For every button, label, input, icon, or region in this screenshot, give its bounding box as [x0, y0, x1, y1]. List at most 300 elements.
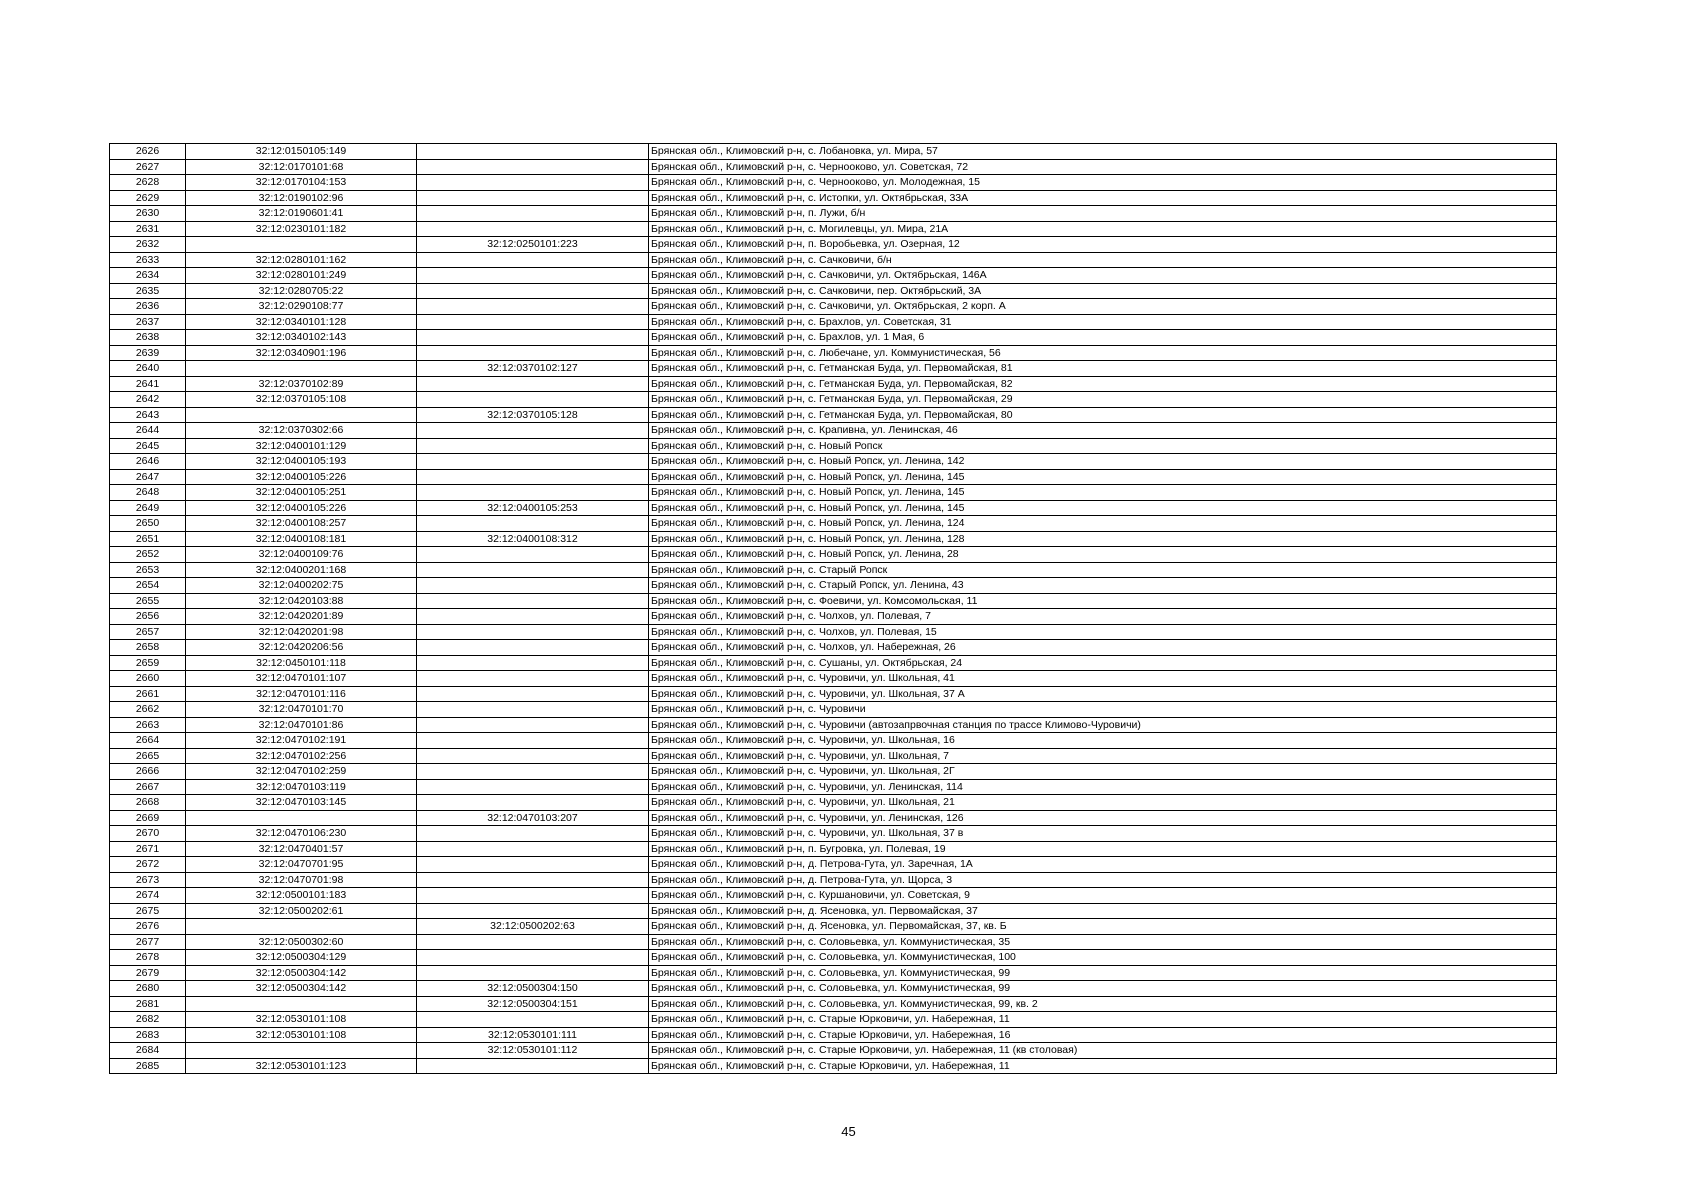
- row-number-cell: 2640: [110, 361, 186, 377]
- address-cell: Брянская обл., Климовский р-н, с. Соловьевка, ул. Коммунистическая, 100: [649, 950, 1557, 966]
- row-number-cell: 2627: [110, 159, 186, 175]
- table-row: [110, 934, 1557, 950]
- related-cadastral-number-cell: [417, 516, 649, 532]
- row-number-cell: 2663: [110, 717, 186, 733]
- table-row: [110, 423, 1557, 439]
- related-cadastral-number-cell: [417, 1012, 649, 1028]
- related-cadastral-number-cell: [417, 609, 649, 625]
- cadastral-number-cell: 32:12:0530101:108: [186, 1012, 417, 1028]
- table-row: [110, 299, 1557, 315]
- row-number-cell: 2638: [110, 330, 186, 346]
- cadastral-number-cell: 32:12:0280101:249: [186, 268, 417, 284]
- table-row: [110, 981, 1557, 997]
- cadastral-number-cell: 32:12:0500202:61: [186, 903, 417, 919]
- cadastral-number-cell: 32:12:0500101:183: [186, 888, 417, 904]
- row-number-cell: 2673: [110, 872, 186, 888]
- address-cell: Брянская обл., Климовский р-н, с. Новый Ропск, ул. Ленина, 145: [649, 485, 1557, 501]
- row-number-cell: 2681: [110, 996, 186, 1012]
- row-number-cell: 2684: [110, 1043, 186, 1059]
- cadastral-number-cell: [186, 810, 417, 826]
- related-cadastral-number-cell: 32:12:0530101:112: [417, 1043, 649, 1059]
- address-cell: Брянская обл., Климовский р-н, с. Новый Ропск, ул. Ленина, 145: [649, 500, 1557, 516]
- row-number-cell: 2685: [110, 1058, 186, 1074]
- table-row: [110, 764, 1557, 780]
- table-row: [110, 485, 1557, 501]
- related-cadastral-number-cell: [417, 1058, 649, 1074]
- table-row: [110, 1027, 1557, 1043]
- table-row: [110, 640, 1557, 656]
- row-number-cell: 2658: [110, 640, 186, 656]
- row-number-cell: 2644: [110, 423, 186, 439]
- cadastral-number-cell: 32:12:0500304:129: [186, 950, 417, 966]
- cadastral-number-cell: 32:12:0530101:123: [186, 1058, 417, 1074]
- address-cell: Брянская обл., Климовский р-н, с. Гетманская Буда, ул. Первомайская, 80: [649, 407, 1557, 423]
- row-number-cell: 2664: [110, 733, 186, 749]
- cadastral-number-cell: 32:12:0470701:98: [186, 872, 417, 888]
- cadastral-number-cell: 32:12:0470101:116: [186, 686, 417, 702]
- address-cell: Брянская обл., Климовский р-н, с. Чуровичи, ул. Школьная, 7: [649, 748, 1557, 764]
- row-number-cell: 2665: [110, 748, 186, 764]
- address-cell: Брянская обл., Климовский р-н, с. Истопки, ул. Октябрьская, 33А: [649, 190, 1557, 206]
- table-row: [110, 702, 1557, 718]
- row-number-cell: 2632: [110, 237, 186, 253]
- address-cell: Брянская обл., Климовский р-н, д. Ясеновка, ул. Первомайская, 37: [649, 903, 1557, 919]
- address-cell: Брянская обл., Климовский р-н, с. Старые Юрковичи, ул. Набережная, 11: [649, 1012, 1557, 1028]
- cadastral-number-cell: 32:12:0190601:41: [186, 206, 417, 222]
- table-row: [110, 547, 1557, 563]
- row-number-cell: 2674: [110, 888, 186, 904]
- cadastral-number-cell: 32:12:0340102:143: [186, 330, 417, 346]
- address-cell: Брянская обл., Климовский р-н, с. Чуровичи, ул. Школьная, 41: [649, 671, 1557, 687]
- table-row: [110, 314, 1557, 330]
- address-cell: Брянская обл., Климовский р-н, с. Старые Юрковичи, ул. Набережная, 16: [649, 1027, 1557, 1043]
- related-cadastral-number-cell: [417, 454, 649, 470]
- address-cell: Брянская обл., Климовский р-н, с. Сачковичи, б/н: [649, 252, 1557, 268]
- row-number-cell: 2634: [110, 268, 186, 284]
- related-cadastral-number-cell: [417, 934, 649, 950]
- table-row: [110, 562, 1557, 578]
- row-number-cell: 2649: [110, 500, 186, 516]
- cadastral-number-cell: 32:12:0340901:196: [186, 345, 417, 361]
- row-number-cell: 2643: [110, 407, 186, 423]
- cadastral-number-cell: 32:12:0400108:181: [186, 531, 417, 547]
- table-row: [110, 221, 1557, 237]
- cadastral-number-cell: 32:12:0400101:129: [186, 438, 417, 454]
- row-number-cell: 2682: [110, 1012, 186, 1028]
- related-cadastral-number-cell: 32:12:0470103:207: [417, 810, 649, 826]
- table-row: [110, 888, 1557, 904]
- page-number: 45: [841, 1124, 856, 1139]
- cadastral-number-cell: 32:12:0400105:193: [186, 454, 417, 470]
- row-number-cell: 2657: [110, 624, 186, 640]
- table-row: [110, 454, 1557, 470]
- address-cell: Брянская обл., Климовский р-н, с. Соловьевка, ул. Коммунистическая, 99, кв. 2: [649, 996, 1557, 1012]
- row-number-cell: 2628: [110, 175, 186, 191]
- table-row: [110, 965, 1557, 981]
- cadastral-number-cell: 32:12:0230101:182: [186, 221, 417, 237]
- table-row: [110, 283, 1557, 299]
- related-cadastral-number-cell: [417, 717, 649, 733]
- address-cell: Брянская обл., Климовский р-н, с. Соловьевка, ул. Коммунистическая, 99: [649, 965, 1557, 981]
- row-number-cell: 2655: [110, 593, 186, 609]
- row-number-cell: 2648: [110, 485, 186, 501]
- address-cell: Брянская обл., Климовский р-н, с. Чуровичи (автозапрвочная станция по трассе Климово-Чуровичи): [649, 717, 1557, 733]
- related-cadastral-number-cell: [417, 547, 649, 563]
- address-cell: Брянская обл., Климовский р-н, с. Чолхов, ул. Набережная, 26: [649, 640, 1557, 656]
- row-number-cell: 2668: [110, 795, 186, 811]
- address-cell: Брянская обл., Климовский р-н, с. Гетманская Буда, ул. Первомайская, 29: [649, 392, 1557, 408]
- row-number-cell: 2662: [110, 702, 186, 718]
- related-cadastral-number-cell: [417, 841, 649, 857]
- table-row: [110, 500, 1557, 516]
- related-cadastral-number-cell: [417, 733, 649, 749]
- related-cadastral-number-cell: [417, 283, 649, 299]
- cadastral-number-cell: 32:12:0290108:77: [186, 299, 417, 315]
- row-number-cell: 2639: [110, 345, 186, 361]
- related-cadastral-number-cell: [417, 578, 649, 594]
- address-cell: Брянская обл., Климовский р-н, с. Фоевичи, ул. Комсомольская, 11: [649, 593, 1557, 609]
- row-number-cell: 2647: [110, 469, 186, 485]
- address-cell: Брянская обл., Климовский р-н, с. Чернооково, ул. Молодежная, 15: [649, 175, 1557, 191]
- row-number-cell: 2661: [110, 686, 186, 702]
- cadastral-number-cell: 32:12:0500302:60: [186, 934, 417, 950]
- table-row: [110, 624, 1557, 640]
- row-number-cell: 2654: [110, 578, 186, 594]
- row-number-cell: 2671: [110, 841, 186, 857]
- related-cadastral-number-cell: 32:12:0250101:223: [417, 237, 649, 253]
- row-number-cell: 2672: [110, 857, 186, 873]
- table-row: [110, 872, 1557, 888]
- cadastral-number-cell: 32:12:0400105:226: [186, 469, 417, 485]
- address-cell: Брянская обл., Климовский р-н, с. Сушаны, ул. Октябрьская, 24: [649, 655, 1557, 671]
- row-number-cell: 2629: [110, 190, 186, 206]
- cadastral-number-cell: 32:12:0450101:118: [186, 655, 417, 671]
- row-number-cell: 2633: [110, 252, 186, 268]
- table-row: [110, 857, 1557, 873]
- table-row: [110, 795, 1557, 811]
- related-cadastral-number-cell: [417, 779, 649, 795]
- table-row: [110, 144, 1557, 160]
- table-row: [110, 810, 1557, 826]
- table-row: [110, 237, 1557, 253]
- address-cell: Брянская обл., Климовский р-н, с. Любечане, ул. Коммунистическая, 56: [649, 345, 1557, 361]
- row-number-cell: 2679: [110, 965, 186, 981]
- row-number-cell: 2651: [110, 531, 186, 547]
- cadastral-number-cell: 32:12:0470101:107: [186, 671, 417, 687]
- cadastral-number-cell: 32:12:0470102:256: [186, 748, 417, 764]
- related-cadastral-number-cell: [417, 190, 649, 206]
- related-cadastral-number-cell: [417, 392, 649, 408]
- cadastral-number-cell: 32:12:0190102:96: [186, 190, 417, 206]
- row-number-cell: 2650: [110, 516, 186, 532]
- cadastral-number-cell: [186, 237, 417, 253]
- related-cadastral-number-cell: [417, 175, 649, 191]
- row-number-cell: 2675: [110, 903, 186, 919]
- row-number-cell: 2678: [110, 950, 186, 966]
- cadastral-number-cell: 32:12:0470701:95: [186, 857, 417, 873]
- address-cell: Брянская обл., Климовский р-н, с. Новый Ропск, ул. Ленина, 28: [649, 547, 1557, 563]
- related-cadastral-number-cell: 32:12:0400108:312: [417, 531, 649, 547]
- address-cell: Брянская обл., Климовский р-н, с. Новый Ропск: [649, 438, 1557, 454]
- address-cell: Брянская обл., Климовский р-н, с. Лобановка, ул. Мира, 57: [649, 144, 1557, 160]
- table-row: [110, 469, 1557, 485]
- table-row: [110, 903, 1557, 919]
- address-cell: Брянская обл., Климовский р-н, с. Чуровичи, ул. Школьная, 37 в: [649, 826, 1557, 842]
- table-row: [110, 996, 1557, 1012]
- row-number-cell: 2683: [110, 1027, 186, 1043]
- related-cadastral-number-cell: [417, 469, 649, 485]
- row-number-cell: 2652: [110, 547, 186, 563]
- related-cadastral-number-cell: [417, 965, 649, 981]
- address-cell: Брянская обл., Климовский р-н, п. Бугровка, ул. Полевая, 19: [649, 841, 1557, 857]
- related-cadastral-number-cell: 32:12:0500202:63: [417, 919, 649, 935]
- row-number-cell: 2636: [110, 299, 186, 315]
- address-cell: Брянская обл., Климовский р-н, с. Могилевцы, ул. Мира, 21А: [649, 221, 1557, 237]
- address-cell: Брянская обл., Климовский р-н, с. Чолхов, ул. Полевая, 7: [649, 609, 1557, 625]
- related-cadastral-number-cell: [417, 252, 649, 268]
- cadastral-number-cell: 32:12:0370102:89: [186, 376, 417, 392]
- address-cell: Брянская обл., Климовский р-н, с. Старые Юрковичи, ул. Набережная, 11 (кв столовая): [649, 1043, 1557, 1059]
- address-cell: Брянская обл., Климовский р-н, с. Куршановичи, ул. Советская, 9: [649, 888, 1557, 904]
- cadastral-number-cell: 32:12:0400105:226: [186, 500, 417, 516]
- cadastral-number-cell: 32:12:0470401:57: [186, 841, 417, 857]
- address-cell: Брянская обл., Климовский р-н, п. Лужи, б/н: [649, 206, 1557, 222]
- related-cadastral-number-cell: [417, 485, 649, 501]
- table-row: [110, 748, 1557, 764]
- row-number-cell: 2666: [110, 764, 186, 780]
- cadastral-number-cell: [186, 407, 417, 423]
- cadastral-number-cell: 32:12:0340101:128: [186, 314, 417, 330]
- cadastral-number-cell: 32:12:0400105:251: [186, 485, 417, 501]
- cadastral-number-cell: 32:12:0420201:98: [186, 624, 417, 640]
- table-row: [110, 376, 1557, 392]
- cadastral-number-cell: 32:12:0470101:70: [186, 702, 417, 718]
- related-cadastral-number-cell: [417, 655, 649, 671]
- cadastral-number-cell: 32:12:0420206:56: [186, 640, 417, 656]
- related-cadastral-number-cell: 32:12:0370102:127: [417, 361, 649, 377]
- related-cadastral-number-cell: [417, 330, 649, 346]
- cadastral-number-cell: 32:12:0400201:168: [186, 562, 417, 578]
- cadastral-number-cell: 32:12:0150105:149: [186, 144, 417, 160]
- table-row: [110, 609, 1557, 625]
- row-number-cell: 2642: [110, 392, 186, 408]
- address-cell: Брянская обл., Климовский р-н, с. Чуровичи, ул. Школьная, 21: [649, 795, 1557, 811]
- related-cadastral-number-cell: [417, 671, 649, 687]
- address-cell: Брянская обл., Климовский р-н, с. Сачковичи, пер. Октябрьский, 3А: [649, 283, 1557, 299]
- table-row: [110, 841, 1557, 857]
- related-cadastral-number-cell: [417, 702, 649, 718]
- address-cell: Брянская обл., Климовский р-н, с. Новый Ропск, ул. Ленина, 128: [649, 531, 1557, 547]
- related-cadastral-number-cell: [417, 748, 649, 764]
- table-row: [110, 593, 1557, 609]
- address-cell: Брянская обл., Климовский р-н, с. Старые Юрковичи, ул. Набережная, 11: [649, 1058, 1557, 1074]
- row-number-cell: 2645: [110, 438, 186, 454]
- related-cadastral-number-cell: [417, 686, 649, 702]
- table-row: [110, 407, 1557, 423]
- table-row: [110, 578, 1557, 594]
- address-cell: Брянская обл., Климовский р-н, с. Чернооково, ул. Советская, 72: [649, 159, 1557, 175]
- table-row: [110, 686, 1557, 702]
- address-cell: Брянская обл., Климовский р-н, с. Чуровичи, ул. Школьная, 2Г: [649, 764, 1557, 780]
- table-row: [110, 826, 1557, 842]
- table-row: [110, 190, 1557, 206]
- table-row: [110, 1058, 1557, 1074]
- table-row: [110, 268, 1557, 284]
- cadastral-number-cell: 32:12:0280101:162: [186, 252, 417, 268]
- related-cadastral-number-cell: [417, 345, 649, 361]
- row-number-cell: 2626: [110, 144, 186, 160]
- related-cadastral-number-cell: [417, 206, 649, 222]
- row-number-cell: 2630: [110, 206, 186, 222]
- cadastral-number-cell: 32:12:0420103:88: [186, 593, 417, 609]
- related-cadastral-number-cell: [417, 562, 649, 578]
- related-cadastral-number-cell: 32:12:0370105:128: [417, 407, 649, 423]
- registry-table: [109, 143, 1557, 1074]
- row-number-cell: 2670: [110, 826, 186, 842]
- table-row: [110, 950, 1557, 966]
- address-cell: Брянская обл., Климовский р-н, с. Брахлов, ул. Советская, 31: [649, 314, 1557, 330]
- address-cell: Брянская обл., Климовский р-н, д. Ясеновка, ул. Первомайская, 37, кв. Б: [649, 919, 1557, 935]
- address-cell: Брянская обл., Климовский р-н, с. Новый Ропск, ул. Ленина, 124: [649, 516, 1557, 532]
- related-cadastral-number-cell: [417, 764, 649, 780]
- address-cell: Брянская обл., Климовский р-н, с. Соловьевка, ул. Коммунистическая, 35: [649, 934, 1557, 950]
- address-cell: Брянская обл., Климовский р-н, с. Гетманская Буда, ул. Первомайская, 81: [649, 361, 1557, 377]
- related-cadastral-number-cell: [417, 872, 649, 888]
- address-cell: Брянская обл., Климовский р-н, с. Чолхов, ул. Полевая, 15: [649, 624, 1557, 640]
- table-row: [110, 655, 1557, 671]
- address-cell: Брянская обл., Климовский р-н, с. Старый Ропск, ул. Ленина, 43: [649, 578, 1557, 594]
- related-cadastral-number-cell: [417, 624, 649, 640]
- cadastral-number-cell: [186, 1043, 417, 1059]
- cadastral-number-cell: 32:12:0470106:230: [186, 826, 417, 842]
- address-cell: Брянская обл., Климовский р-н, д. Петрова-Гута, ул. Заречная, 1А: [649, 857, 1557, 873]
- row-number-cell: 2669: [110, 810, 186, 826]
- related-cadastral-number-cell: [417, 144, 649, 160]
- related-cadastral-number-cell: [417, 593, 649, 609]
- cadastral-number-cell: 32:12:0470102:191: [186, 733, 417, 749]
- address-cell: Брянская обл., Климовский р-н, с. Чуровичи, ул. Ленинская, 114: [649, 779, 1557, 795]
- address-cell: Брянская обл., Климовский р-н, с. Чуровичи, ул. Школьная, 37 А: [649, 686, 1557, 702]
- related-cadastral-number-cell: [417, 438, 649, 454]
- address-cell: Брянская обл., Климовский р-н, с. Чуровичи: [649, 702, 1557, 718]
- address-cell: Брянская обл., Климовский р-н, с. Новый Ропск, ул. Ленина, 145: [649, 469, 1557, 485]
- table-row: [110, 779, 1557, 795]
- table-row: [110, 252, 1557, 268]
- cadastral-number-cell: [186, 919, 417, 935]
- related-cadastral-number-cell: [417, 857, 649, 873]
- table-row: [110, 345, 1557, 361]
- related-cadastral-number-cell: [417, 795, 649, 811]
- related-cadastral-number-cell: [417, 903, 649, 919]
- table-row: [110, 438, 1557, 454]
- table-row: [110, 1043, 1557, 1059]
- table-row: [110, 531, 1557, 547]
- address-cell: Брянская обл., Климовский р-н, с. Гетманская Буда, ул. Первомайская, 82: [649, 376, 1557, 392]
- related-cadastral-number-cell: [417, 159, 649, 175]
- cadastral-number-cell: 32:12:0420201:89: [186, 609, 417, 625]
- address-cell: Брянская обл., Климовский р-н, д. Петрова-Гута, ул. Щорса, 3: [649, 872, 1557, 888]
- address-cell: Брянская обл., Климовский р-н, с. Сачковичи, ул. Октябрьская, 2 корп. А: [649, 299, 1557, 315]
- related-cadastral-number-cell: 32:12:0400105:253: [417, 500, 649, 516]
- table-row: [110, 717, 1557, 733]
- cadastral-number-cell: 32:12:0170104:153: [186, 175, 417, 191]
- cadastral-number-cell: 32:12:0500304:142: [186, 965, 417, 981]
- related-cadastral-number-cell: [417, 826, 649, 842]
- cadastral-number-cell: [186, 996, 417, 1012]
- table-row: [110, 206, 1557, 222]
- address-cell: Брянская обл., Климовский р-н, с. Сачковичи, ул. Октябрьская, 146А: [649, 268, 1557, 284]
- related-cadastral-number-cell: [417, 221, 649, 237]
- related-cadastral-number-cell: 32:12:0530101:111: [417, 1027, 649, 1043]
- row-number-cell: 2641: [110, 376, 186, 392]
- cadastral-number-cell: 32:12:0370302:66: [186, 423, 417, 439]
- row-number-cell: 2660: [110, 671, 186, 687]
- cadastral-number-cell: 32:12:0470102:259: [186, 764, 417, 780]
- table-row: [110, 361, 1557, 377]
- cadastral-number-cell: 32:12:0400109:76: [186, 547, 417, 563]
- cadastral-number-cell: 32:12:0470103:119: [186, 779, 417, 795]
- cadastral-number-cell: [186, 361, 417, 377]
- row-number-cell: 2631: [110, 221, 186, 237]
- row-number-cell: 2637: [110, 314, 186, 330]
- row-number-cell: 2680: [110, 981, 186, 997]
- cadastral-number-cell: 32:12:0280705:22: [186, 283, 417, 299]
- cadastral-number-cell: 32:12:0470103:145: [186, 795, 417, 811]
- registry-table-body: [110, 144, 1557, 1074]
- related-cadastral-number-cell: [417, 888, 649, 904]
- related-cadastral-number-cell: 32:12:0500304:150: [417, 981, 649, 997]
- table-row: [110, 733, 1557, 749]
- cadastral-number-cell: 32:12:0400202:75: [186, 578, 417, 594]
- cadastral-number-cell: 32:12:0370105:108: [186, 392, 417, 408]
- row-number-cell: 2667: [110, 779, 186, 795]
- cadastral-number-cell: 32:12:0400108:257: [186, 516, 417, 532]
- address-cell: Брянская обл., Климовский р-н, с. Брахлов, ул. 1 Мая, 6: [649, 330, 1557, 346]
- row-number-cell: 2656: [110, 609, 186, 625]
- table-row: [110, 1012, 1557, 1028]
- related-cadastral-number-cell: 32:12:0500304:151: [417, 996, 649, 1012]
- address-cell: Брянская обл., Климовский р-н, с. Чуровичи, ул. Ленинская, 126: [649, 810, 1557, 826]
- related-cadastral-number-cell: [417, 423, 649, 439]
- table-row: [110, 919, 1557, 935]
- address-cell: Брянская обл., Климовский р-н, п. Воробьевка, ул. Озерная, 12: [649, 237, 1557, 253]
- related-cadastral-number-cell: [417, 314, 649, 330]
- related-cadastral-number-cell: [417, 268, 649, 284]
- related-cadastral-number-cell: [417, 640, 649, 656]
- table-row: [110, 175, 1557, 191]
- table-row: [110, 516, 1557, 532]
- row-number-cell: 2659: [110, 655, 186, 671]
- cadastral-number-cell: 32:12:0470101:86: [186, 717, 417, 733]
- row-number-cell: 2635: [110, 283, 186, 299]
- address-cell: Брянская обл., Климовский р-н, с. Крапивна, ул. Ленинская, 46: [649, 423, 1557, 439]
- address-cell: Брянская обл., Климовский р-н, с. Чуровичи, ул. Школьная, 16: [649, 733, 1557, 749]
- table-row: [110, 392, 1557, 408]
- cadastral-number-cell: 32:12:0500304:142: [186, 981, 417, 997]
- cadastral-number-cell: 32:12:0530101:108: [186, 1027, 417, 1043]
- related-cadastral-number-cell: [417, 376, 649, 392]
- row-number-cell: 2653: [110, 562, 186, 578]
- row-number-cell: 2677: [110, 934, 186, 950]
- table-row: [110, 671, 1557, 687]
- row-number-cell: 2676: [110, 919, 186, 935]
- address-cell: Брянская обл., Климовский р-н, с. Старый Ропск: [649, 562, 1557, 578]
- cadastral-number-cell: 32:12:0170101:68: [186, 159, 417, 175]
- address-cell: Брянская обл., Климовский р-н, с. Новый Ропск, ул. Ленина, 142: [649, 454, 1557, 470]
- related-cadastral-number-cell: [417, 950, 649, 966]
- related-cadastral-number-cell: [417, 299, 649, 315]
- table-row: [110, 159, 1557, 175]
